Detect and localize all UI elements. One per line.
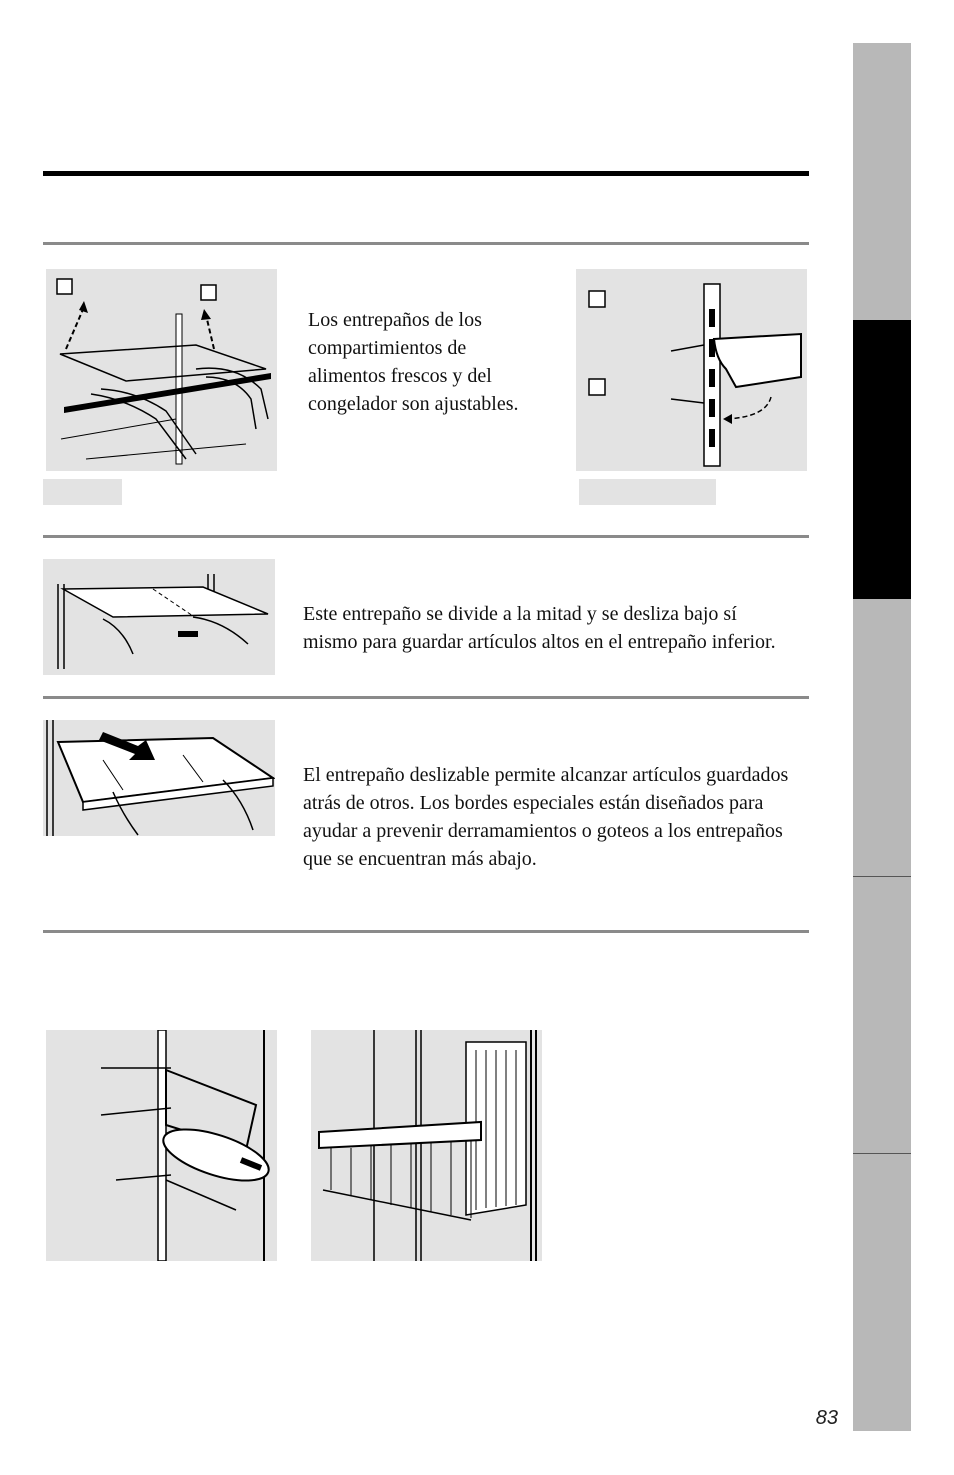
- split-shelf-illustration: [43, 559, 275, 675]
- shelf-removal-illustration: [46, 269, 277, 471]
- slide-out-shelf-illustration: [43, 720, 275, 836]
- adjustable-shelves-text: Los entrepaños de los compartimientos de alimentos frescos y del congelador son ajustables.: [308, 309, 519, 415]
- section-rule-slide: [43, 696, 809, 699]
- shelf-bracket-caption: [579, 479, 716, 505]
- header-rule: [43, 171, 809, 176]
- section-rule-split: [43, 535, 809, 538]
- side-tab-divider: [853, 876, 911, 877]
- shelf-removal-caption: [43, 479, 122, 505]
- section-rule-bottom: [43, 930, 809, 933]
- side-tab-divider: [853, 1153, 911, 1154]
- page-number: 83: [815, 1407, 838, 1429]
- side-tab-active: [853, 320, 911, 599]
- split-shelf-text: Este entrepaño se divide a la mitad y se desliza bajo sí mismo para guardar artículos altos en el entrepaño inferior.: [303, 603, 776, 653]
- wine-rack-illustration: [46, 1030, 277, 1261]
- basket-drawer-illustration: [311, 1030, 542, 1261]
- slide-out-shelf-text: El entrepaño deslizable permite alcanzar artículos guardados atrás de otros. Los bordes especiales están diseñados para ayudar a prevenir derramamientos o goteos a los entrepaños que se encuentran más abajo.: [303, 764, 789, 870]
- side-tab-strip: [853, 43, 911, 1431]
- section-rule-adjustable: [43, 242, 809, 245]
- shelf-bracket-illustration: [576, 269, 807, 471]
